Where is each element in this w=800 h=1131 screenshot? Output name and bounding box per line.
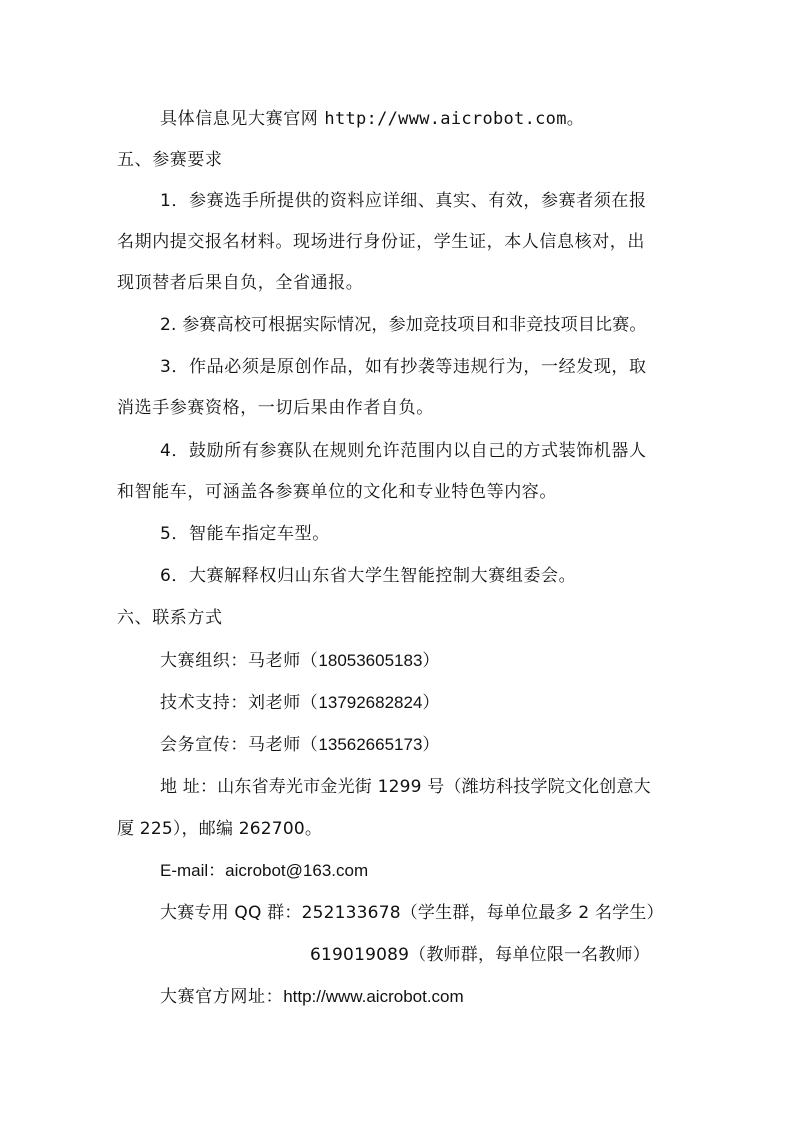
qq-line-1: [160, 901, 664, 925]
contact-label: 技术支持：刘老师（: [160, 693, 319, 713]
website-line: [160, 985, 464, 1009]
contact-organization: [160, 649, 440, 673]
contact-label: 会务宣传：马老师（: [160, 735, 319, 755]
official-website-url: http://www.aicrobot.com。: [324, 109, 585, 129]
website-url[interactable]: http://www.aicrobot.com: [283, 987, 464, 1006]
requirement-5: 5．智能车指定车型。: [160, 524, 330, 544]
contact-technical-support: [160, 691, 440, 715]
phone-number: 13562665173: [318, 735, 423, 754]
contact-publicity: [160, 733, 440, 757]
requirement-1-line-1: 1．参赛选手所提供的资料应详细、真实、有效，参赛者须在报: [160, 191, 647, 211]
requirement-3-line-1: 3．作品必须是原创作品，如有抄袭等违规行为，一经发现，取: [160, 357, 647, 377]
section-heading-contact: 六、联系方式: [117, 608, 223, 628]
contact-end: ）: [422, 735, 441, 755]
contact-label: 大赛组织：马老师（: [160, 651, 319, 671]
phone-number: 13792682824: [318, 693, 423, 712]
qq-student-group: 252133678（学生群，每单位最多 2 名学生）: [301, 903, 664, 923]
intro-text: 具体信息见大赛官网: [160, 109, 319, 129]
email-address[interactable]: aicrobot@163.com: [225, 861, 369, 880]
contact-end: ）: [422, 693, 441, 713]
email-label: E-mail：: [160, 861, 226, 880]
email-line: [160, 859, 368, 883]
requirement-2: 2. 参赛高校可根据实际情况，参加竞技项目和非竞技项目比赛。: [160, 315, 647, 335]
qq-teacher-group: 619019089（教师群，每单位限一名教师）: [310, 945, 650, 965]
address-line-2: 厦 225），邮编 262700。: [117, 819, 323, 839]
qq-label: 大赛专用 QQ 群：: [160, 903, 302, 923]
requirement-4-line-2: 和智能车，可涵盖各参赛单位的文化和专业特色等内容。: [117, 482, 557, 502]
requirement-3-line-2: 消选手参赛资格，一切后果由作者自负。: [117, 398, 434, 418]
requirement-1-line-3: 现顶替者后果自负，全省通报。: [117, 273, 364, 293]
section-heading-requirements: 五、参赛要求: [117, 150, 223, 170]
requirement-6: 6．大赛解释权归山东省大学生智能控制大赛组委会。: [160, 566, 577, 586]
intro-line: [160, 107, 584, 131]
contact-end: ）: [422, 651, 441, 671]
phone-number: 18053605183: [318, 651, 423, 670]
address-line-1: 地 址：山东省寿光市金光街 1299 号（潍坊科技学院文化创意大: [160, 777, 651, 797]
requirement-1-line-2: 名期内提交报名材料。现场进行身份证，学生证，本人信息核对，出: [117, 232, 645, 252]
website-label: 大赛官方网址：: [160, 987, 284, 1007]
requirement-4-line-1: 4．鼓励所有参赛队在规则允许范围内以自己的方式装饰机器人: [160, 441, 647, 461]
